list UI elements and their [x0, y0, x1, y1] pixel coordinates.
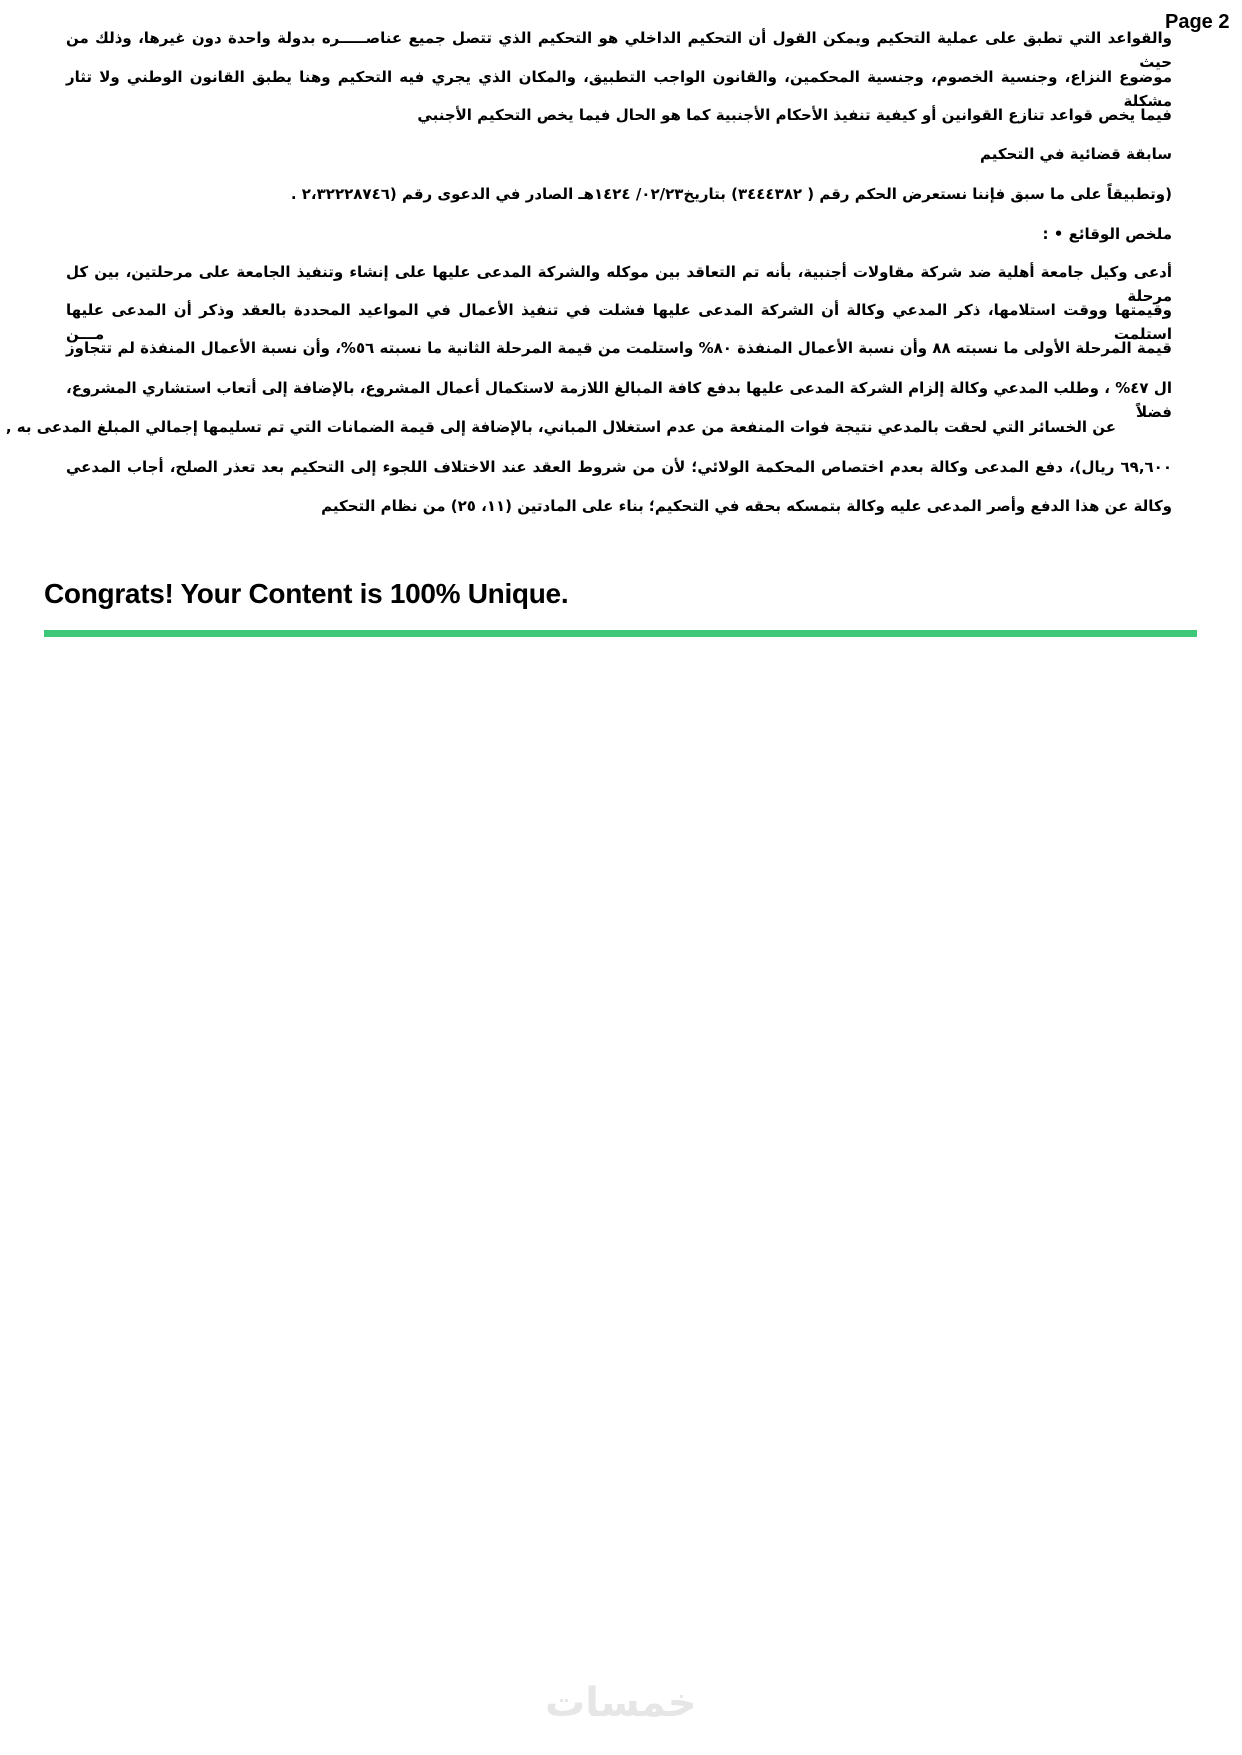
section-heading: سابقة قضائية في التحكيم	[980, 145, 1172, 163]
text-line: ٦٩,٦٠٠ ريال)، دفع المدعى وكالة بعدم اختصاص المحكمة الولائي؛ لأن من شروط العقد عند الاختلاف اللجوء إلى التحكيم بعد تعذر الصلح، أجاب المدعي	[66, 458, 1172, 476]
watermark-logo: خمسات	[545, 1680, 697, 1726]
text-line: أدعى وكيل جامعة أهلية ضد شركة مقاولات أجنبية، بأنه تم التعاقد بين موكله والشركة المدعى عليها على إنشاء وتنفيذ الجامعة على مرحلتين، بين كل مرحلة	[66, 263, 1172, 305]
page-number: Page 2	[1165, 11, 1230, 33]
text-line: وقيمتها ووقت استلامها، ذكر المدعي وكالة أن الشركة المدعى عليها فشلت في تنفيذ الأعمال في المواعيد المحددة بالعقد وذكر أن المدعى عليها استلمت مـــن	[66, 301, 1172, 343]
text-line: وكالة عن هذا الدفع وأصر المدعى عليه وكالة بتمسكه بحقه في التحكيم؛ بناء على المادتين (١١، ٢٥) من نظام التحكيم	[321, 497, 1172, 515]
text-line: موضوع النزاع، وجنسية الخصوم، وجنسية المحكمين، والقانون الواجب التطبيق، والمكان الذي يجري فيه التحكيم وهنا يطبق القانون الوطني ولا تثار مشكلة	[66, 68, 1172, 110]
text-line: ال ٤٧% ، وطلب المدعي وكالة إلزام الشركة المدعى عليها بدفع كافة المبالغ اللازمة لاستكمال أعمال المشروع، بالإضافة إلى أتعاب استشاري المشروع، فضلاً	[66, 379, 1172, 421]
text-line: قيمة المرحلة الأولى ما نسبته ٨٨ وأن نسبة الأعمال المنفذة ٨٠% واستلمت من قيمة المرحلة الثانية ما نسبته ٥٦%، وأن نسبة الأعمال المنفذة لم تتجاوز	[66, 339, 1172, 357]
uniqueness-result-heading: Congrats! Your Content is 100% Unique.	[44, 578, 569, 609]
text-line: والقواعد التي تطبق على عملية التحكيم ويمكن القول أن التحكيم الداخلي هو التحكيم الذي تتصل جميع عناصـــــره بدولة واحدة دون غيرها، وذلك من حيث	[66, 29, 1172, 71]
uniqueness-progress-bar	[44, 630, 1197, 637]
section-heading: ملخص الوقائع • :	[1042, 225, 1172, 243]
text-line: فيما يخص قواعد تنازع القوانين أو كيفية تنفيذ الأحكام الأجنبية كما هو الحال فيما يخص التحكيم الأجنبي	[417, 106, 1172, 124]
text-line: (وتطبيقاً على ما سبق فإننا نستعرض الحكم رقم ( ٣٤٤٤٣٨٢) بتاريخ٠٢/٢٣/ ١٤٢٤هـ الصادر في الدعوى رقم (٢،٣٢٢٢٨٧٤٦ .	[290, 185, 1172, 203]
text-line: عن الخسائر التي لحقت بالمدعي نتيجة فوات المنفعة من عدم استغلال المباني، بالإضافة إلى قيمة الضمانات التي تم تسليمها إجمالي المبلغ المدعى به ,	[5, 418, 1116, 436]
